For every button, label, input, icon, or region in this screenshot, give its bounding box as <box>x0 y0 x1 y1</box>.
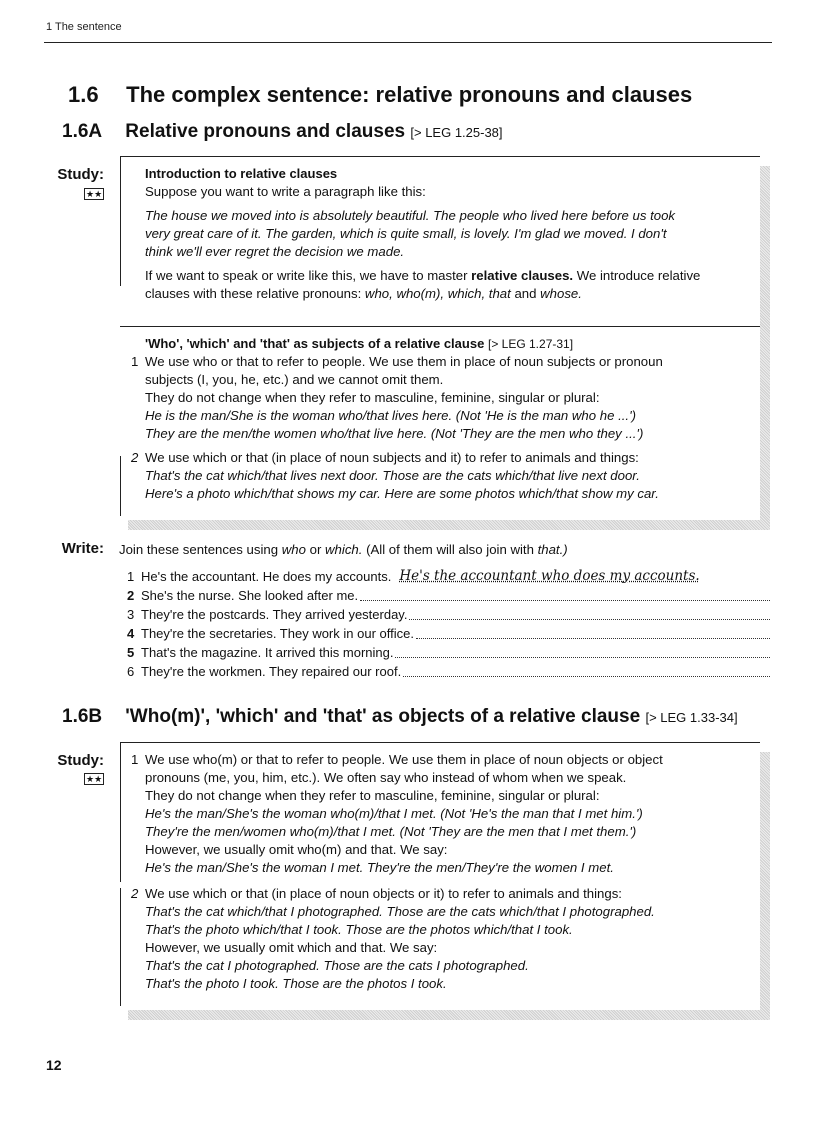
rule-text: We use which or that (in place of noun objects or it) to refer to animals and things: <box>145 886 622 901</box>
rule-number: 2 <box>131 886 139 901</box>
item-number: 1 <box>127 569 135 584</box>
subsection-a-title <box>62 121 503 143</box>
answer-line[interactable] <box>416 637 770 639</box>
intro-line <box>145 267 700 285</box>
box-top-rule <box>120 742 760 743</box>
subjects-line: subjects (I, you, he, etc.) and we cannot omit them. <box>145 372 444 387</box>
rule-text: We use who or that to refer to people. We use them in place of noun subjects or pronoun <box>145 354 663 369</box>
rule-number: 1 <box>131 752 139 767</box>
page-number: 12 <box>46 1057 62 1073</box>
subjects-example: He is the man/She is the woman who/that lives here. (Not 'He is the man who he ...') <box>145 408 637 423</box>
instr-italic: that.) <box>537 542 568 557</box>
box-shadow-bottom <box>128 520 770 530</box>
exercise-item[interactable] <box>127 605 772 624</box>
write-label: Write: <box>61 540 104 557</box>
subjects-block <box>131 335 663 503</box>
answer-line[interactable] <box>409 618 770 620</box>
handwritten-answer[interactable]: He's the accountant who does my accounts. <box>399 568 700 584</box>
objects-example: That's the cat which/that I photographed. Those are the cats which/that I photographed. <box>145 904 655 919</box>
subjects-example: They are the men/the women who/that live here. (Not 'They are the men who they ...') <box>145 426 644 441</box>
rule-text: We use who(m) or that to refer to people. We use them in place of noun objects or object <box>145 752 663 767</box>
intro-text: clauses with these relative pronouns: <box>145 286 365 301</box>
item-number: 4 <box>127 626 135 641</box>
section-title <box>68 82 692 108</box>
objects-example: He's the man/She's the woman I met. They're the men/They're the women I met. <box>145 860 614 875</box>
intro-para-line: very great care of it. The garden, which is quite small, is lovely. I'm glad we moved. I don't <box>145 226 667 241</box>
write-instructions <box>119 541 568 559</box>
subjects-line <box>131 449 663 467</box>
rule-number: 1 <box>131 354 139 369</box>
objects-line <box>131 751 663 769</box>
box-shadow-right <box>760 752 770 1010</box>
box-top-rule <box>120 156 760 157</box>
intro-heading: Introduction to relative clauses <box>145 166 338 181</box>
exercise-item[interactable] <box>127 586 772 605</box>
exercise-list <box>127 567 772 681</box>
box-left-rule-2 <box>120 456 121 516</box>
intro-block <box>145 165 700 303</box>
subsection-b-title-text: 'Who(m)', 'which' and 'that' as objects of a relative clause <box>125 706 641 727</box>
item-text: They're the workmen. They repaired our roof. <box>141 664 402 679</box>
rule-text: We use which or that (in place of noun subjects and it) to refer to animals and things: <box>145 450 639 465</box>
subjects-example: Here's a photo which/that shows my car. Here are some photos which/that show my car. <box>145 486 659 501</box>
item-number: 2 <box>127 588 135 603</box>
subjects-line <box>131 353 663 371</box>
item-number: 5 <box>127 645 135 660</box>
instr-italic: which. <box>325 542 363 557</box>
intro-text: and <box>510 286 541 301</box>
subsection-a-ref: [> LEG 1.25-38] <box>410 125 503 140</box>
intro-para-line: The house we moved into is absolutely beautiful. The people who lived here before us took <box>145 208 676 223</box>
objects-line: However, we usually omit who(m) and that. We say: <box>145 842 448 857</box>
objects-example: That's the photo I took. Those are the photos I took. <box>145 976 447 991</box>
exercise-item[interactable] <box>127 643 772 662</box>
study-label-2: Study: <box>57 752 104 769</box>
intro-text: We introduce relative <box>573 268 701 283</box>
intro-italic: who, who(m), which, that <box>364 286 511 301</box>
answer-line[interactable] <box>403 675 770 677</box>
objects-example: That's the photo which/that I took. Those are the photos which/that I took. <box>145 922 573 937</box>
subsection-b-number: 1.6B <box>62 706 103 727</box>
item-text: That's the magazine. It arrived this morning. <box>141 645 394 660</box>
subjects-heading <box>131 335 663 353</box>
intro-para-line: think we'll ever regret the decision we made. <box>145 244 405 259</box>
item-text: She's the nurse. She looked after me. <box>141 588 359 603</box>
item-number: 3 <box>127 607 135 622</box>
exercise-item[interactable] <box>127 662 772 681</box>
answer-line[interactable] <box>395 656 770 658</box>
subjects-heading-text: 'Who', 'which' and 'that' as subjects of a relative clause <box>145 336 485 351</box>
subsection-b-title <box>62 706 738 728</box>
exercise-item[interactable] <box>127 624 772 643</box>
box-left-rule <box>120 742 121 882</box>
instr-text: Join these sentences using <box>119 542 282 557</box>
objects-line <box>131 885 663 903</box>
item-number: 6 <box>127 664 135 679</box>
intro-lead: Suppose you want to write a paragraph like this: <box>145 184 426 199</box>
box-divider <box>120 326 760 327</box>
rule-number: 2 <box>131 450 139 465</box>
item-text: They're the secretaries. They work in our office. <box>141 626 414 641</box>
instr-text: or <box>305 542 326 557</box>
intro-text: If we want to speak or write like this, we have to master <box>145 268 472 283</box>
intro-italic: whose. <box>540 286 582 301</box>
box-shadow-right <box>760 166 770 520</box>
intro-bold: relative clauses. <box>471 268 574 283</box>
section-title-text: The complex sentence: relative pronouns and clauses <box>126 82 693 107</box>
objects-line: They do not change when they refer to masculine, feminine, singular or plural: <box>145 788 600 803</box>
subjects-example: That's the cat which/that lives next door. Those are the cats which/that live next door. <box>145 468 640 483</box>
objects-example: That's the cat I photographed. Those are the cats I photographed. <box>145 958 529 973</box>
box-left-rule-2 <box>120 888 121 1006</box>
objects-line: pronouns (me, you, him, etc.). We often say who instead of whom when we speak. <box>145 770 627 785</box>
subjects-line: They do not change when they refer to masculine, feminine, singular or plural: <box>145 390 600 405</box>
objects-line: However, we usually omit which and that. We say: <box>145 940 438 955</box>
header-rule <box>44 42 772 43</box>
objects-example: They're the men/women who(m)/that I met. (Not 'They are the men that I met them.') <box>145 824 637 839</box>
section-number: 1.6 <box>68 82 99 107</box>
exercise-item[interactable] <box>127 567 772 586</box>
instr-italic: who <box>281 542 306 557</box>
difficulty-stars-icon: ★★ <box>86 774 103 784</box>
answer-line[interactable] <box>360 599 770 601</box>
subjects-ref: [> LEG 1.27-31] <box>487 337 574 351</box>
item-text: They're the postcards. They arrived yesterday. <box>141 607 408 622</box>
study-label-1: Study: <box>57 166 104 183</box>
item-text: He's the accountant. He does my accounts. <box>141 569 392 584</box>
objects-example: He's the man/She's the woman who(m)/that I met. (Not 'He's the man that I met him.') <box>145 806 643 821</box>
running-header: 1 The sentence <box>46 21 122 33</box>
subsection-a-number: 1.6A <box>62 121 103 142</box>
instr-text: (All of them will also join with <box>362 542 538 557</box>
box-shadow-bottom <box>128 1010 770 1020</box>
subsection-a-title-text: Relative pronouns and clauses <box>125 121 406 142</box>
objects-block <box>131 751 663 993</box>
box-left-rule <box>120 156 121 286</box>
subsection-b-ref: [> LEG 1.33-34] <box>645 710 738 725</box>
difficulty-stars-icon: ★★ <box>86 189 103 199</box>
intro-line <box>145 285 700 303</box>
